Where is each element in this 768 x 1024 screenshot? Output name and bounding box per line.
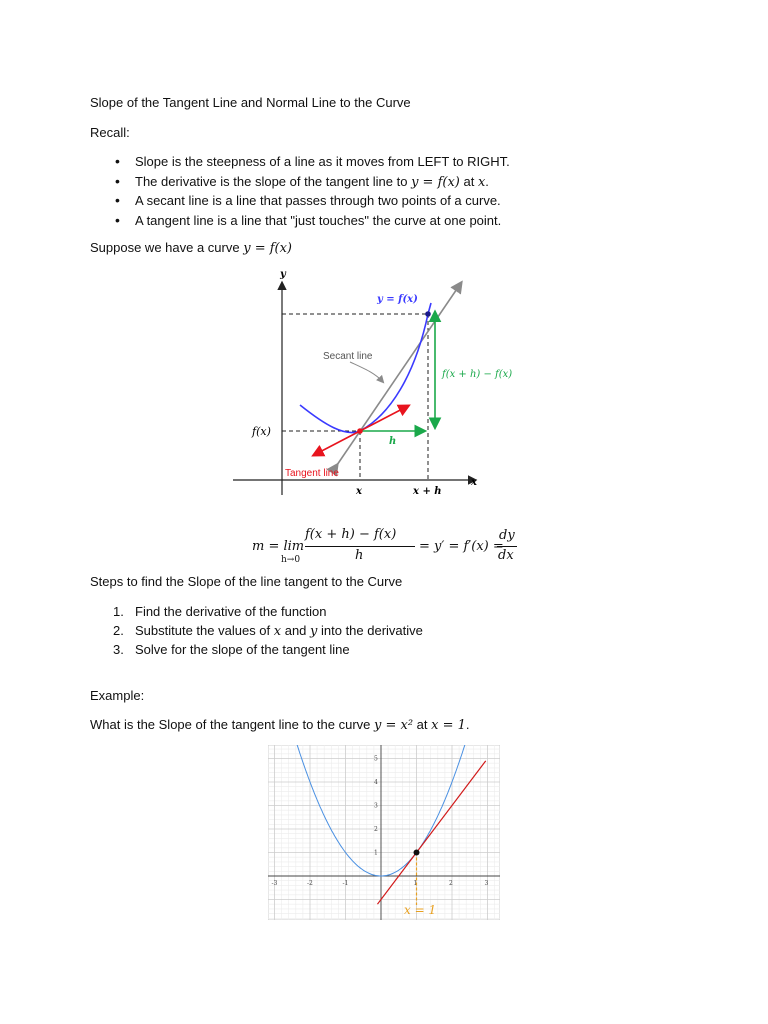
xh-tick-label: x + h <box>413 486 442 497</box>
formula-denominator: h <box>355 548 364 563</box>
tangent-line <box>314 431 360 455</box>
x-axis-label: x <box>471 477 477 488</box>
point-xh <box>425 311 431 317</box>
y-tick-label: 4 <box>374 779 378 786</box>
formula-dy: dy <box>499 528 515 543</box>
y-axis-label: y <box>280 269 286 280</box>
list-item: 3. Solve for the slope of the tangent line <box>113 642 350 657</box>
y-tick-label: 2 <box>374 826 378 833</box>
list-item: 1. Find the derivative of the function <box>113 604 327 619</box>
curve <box>300 303 431 433</box>
fraction-bar <box>497 546 517 547</box>
example-label: Example: <box>90 688 145 703</box>
formula-limit-sub: h→0 <box>281 555 301 565</box>
steps-heading: Steps to find the Slope of the line tangent to the Curve <box>90 574 403 589</box>
x-tick-label: -2 <box>307 880 313 887</box>
secant-label: Secant line <box>323 351 373 362</box>
list-item: • A secant line is a line that passes through two points of a curve. <box>115 191 510 211</box>
list-item: 2. Substitute the values of x and y into the derivative <box>113 623 423 639</box>
fraction-bar <box>305 546 415 547</box>
tangent-point <box>414 850 420 856</box>
formula-numerator: f(x + h) − f(x) <box>305 527 397 542</box>
x-tick-label: 3 <box>484 880 489 887</box>
suppose-text: Suppose we have a curve y = f(x) <box>90 240 293 256</box>
list-item: • Slope is the steepness of a line as it moves from LEFT to RIGHT. <box>115 152 510 172</box>
list-item: • A tangent line is a line that "just touches" the curve at one point. <box>115 211 510 231</box>
list-item: • The derivative is the slope of the tangent line to y = f(x) at x. <box>115 172 510 192</box>
fx-label: f(x) <box>252 425 271 438</box>
y-tick-label: 1 <box>374 849 378 857</box>
example-question: What is the Slope of the tangent line to the curve y = x² at x = 1. <box>90 717 470 733</box>
y-tick-label: 5 <box>374 755 378 763</box>
tangent-label: Tangent line <box>285 468 339 479</box>
secant-tangent-diagram <box>225 265 545 500</box>
tangent-line <box>360 406 408 431</box>
point-x <box>357 428 363 434</box>
h-label: h <box>389 436 397 447</box>
secant-pointer <box>350 362 383 382</box>
formula-lhs: m = lim <box>252 539 305 554</box>
x-tick-label: -1 <box>342 880 349 887</box>
recall-label: Recall: <box>90 125 130 140</box>
y-tick-label: 3 <box>374 802 378 810</box>
x-tick-label: 2 <box>449 880 453 887</box>
parabola-graph <box>268 745 500 920</box>
x-tick-label: -3 <box>271 880 278 887</box>
curve-label: y = f(x) <box>377 294 418 305</box>
steps-list <box>113 602 423 659</box>
difference-label: f(x + h) − f(x) <box>442 369 513 380</box>
x-tick-label: 1 <box>413 880 418 887</box>
formula-rhs: = y′ = f′(x) = <box>419 539 504 554</box>
page-title: Slope of the Tangent Line and Normal Line to the Curve <box>90 95 411 110</box>
recall-list <box>115 152 510 230</box>
x-tick-label: x <box>356 486 362 497</box>
point-label: x = 1 <box>404 903 437 917</box>
formula-dx: dx <box>498 548 514 563</box>
